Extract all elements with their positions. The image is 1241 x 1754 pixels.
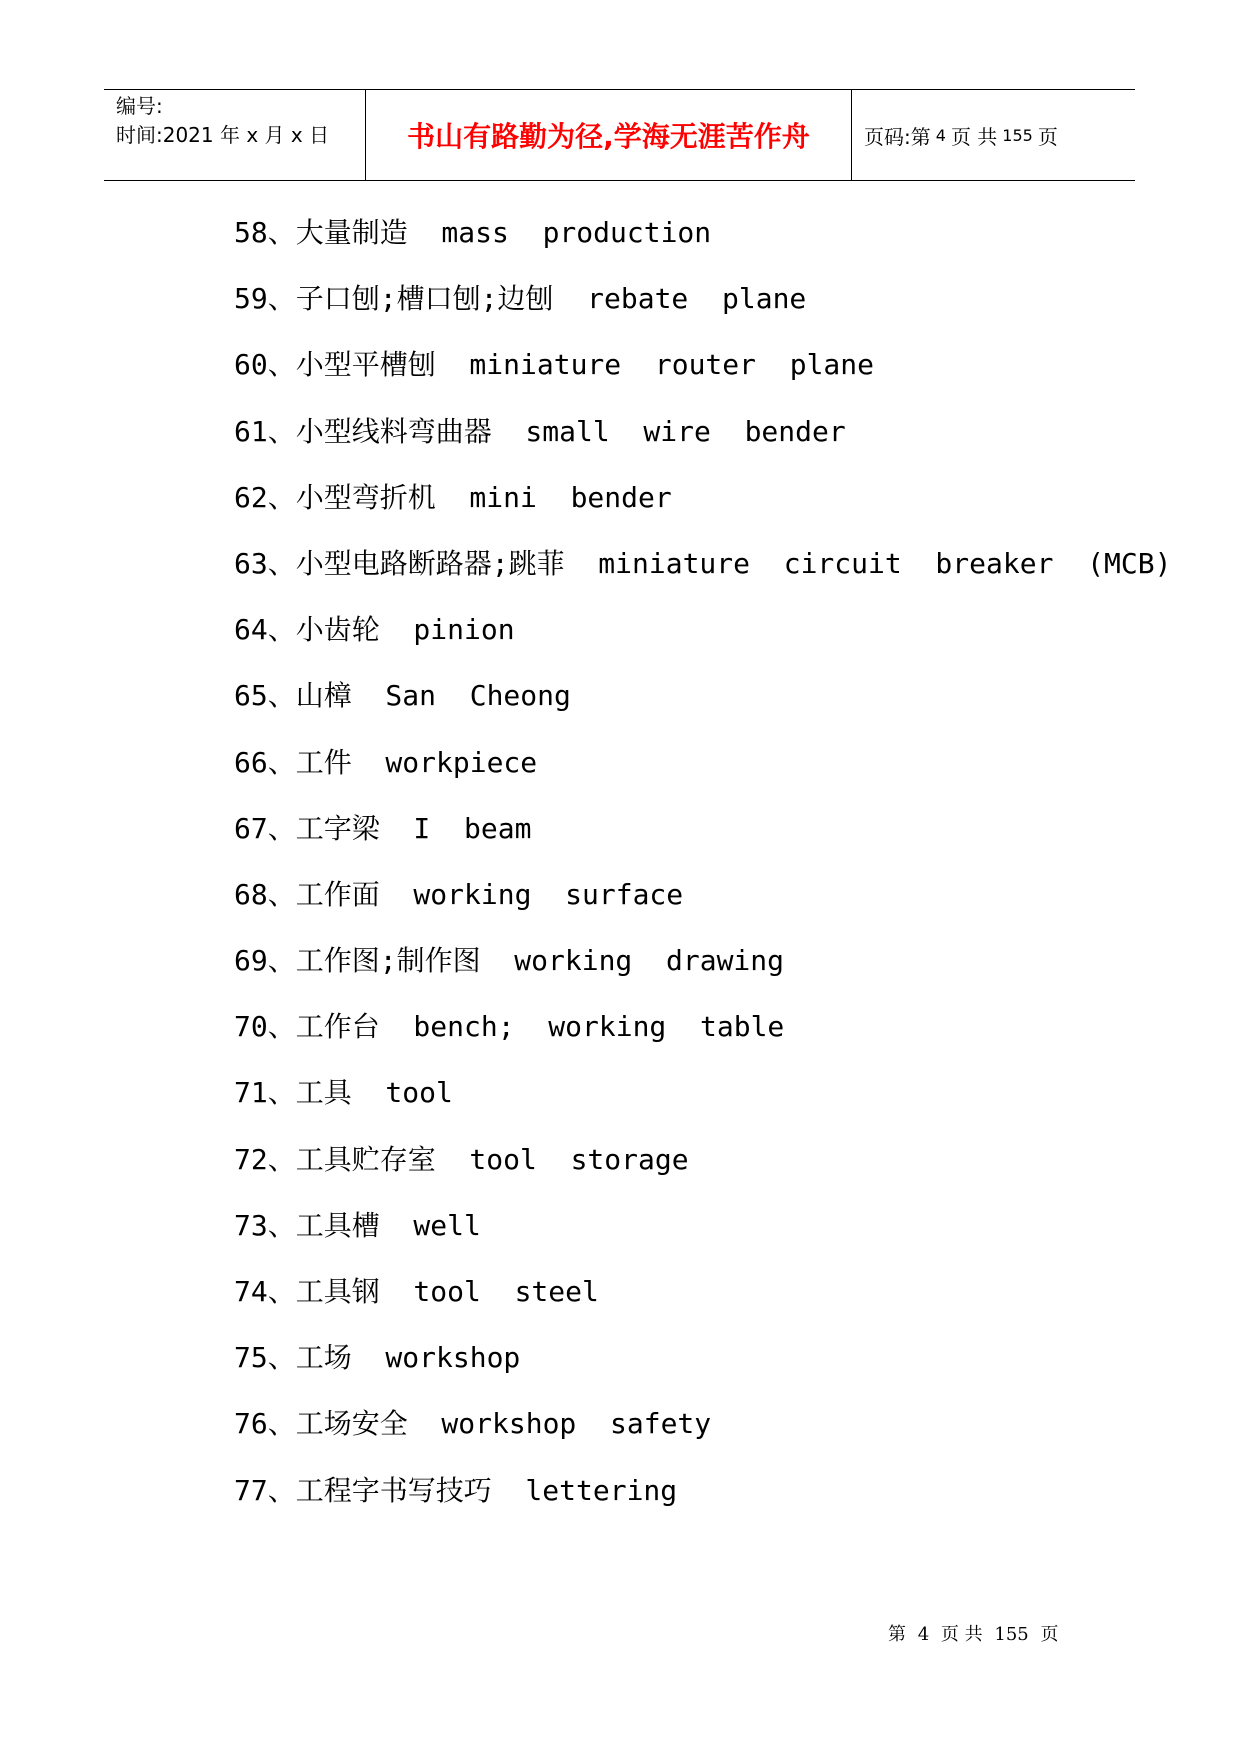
list-item: 68、工作面 working surface: [234, 877, 684, 911]
time-label: 时间:2021 年 x 月 x 日: [116, 123, 330, 147]
page-prefix: 页码:第: [864, 124, 931, 149]
list-item: 61、小型线料弯曲器 small wire bender: [234, 414, 846, 448]
footer-total: 155: [994, 1624, 1029, 1645]
list-item: 69、工作图;制作图 working drawing: [234, 944, 785, 978]
list-item: 74、工具钢 tool steel: [234, 1275, 599, 1308]
page-header: [104, 89, 1135, 181]
footer-prefix: 第: [888, 1624, 906, 1645]
list-item: 58、大量制造 mass production: [234, 216, 712, 249]
list-item: 73、工具槽 well: [234, 1208, 481, 1242]
footer-current: 4: [917, 1624, 930, 1645]
list-item: 62、小型弯折机 mini bender: [234, 480, 672, 514]
footer-suffix: 页: [1040, 1624, 1059, 1645]
list-item: 64、小齿轮 pinion: [234, 613, 515, 647]
motto-cell: [366, 90, 852, 180]
header-info-cell: [104, 90, 366, 180]
number-label: 编号:: [116, 94, 163, 118]
page-number-cell: [852, 90, 1135, 180]
list-item: 67、工字梁 I beam: [234, 811, 532, 845]
list-item: 76、工场安全 workshop safety: [234, 1407, 712, 1441]
page-footer: [888, 1620, 1058, 1646]
footer-mid: 页 共: [940, 1624, 983, 1645]
list-item: 75、工场 workshop: [234, 1341, 521, 1375]
list-item: 63、小型电路断路器;跳菲 miniature circuit breaker (MCB): [234, 546, 1172, 580]
list-item: 77、工程字书写技巧 lettering: [234, 1473, 678, 1507]
page-mid: 页 共: [950, 124, 998, 149]
page-total: 155: [1002, 125, 1033, 145]
list-item: 65、山樟 San Cheong: [234, 679, 571, 713]
page-suffix: 页: [1037, 124, 1058, 149]
motto: 书山有路勤为径,学海无涯苦作舟: [407, 120, 810, 153]
page-current: 4: [935, 125, 946, 145]
list-item: 60、小型平槽刨 miniature router plane: [234, 348, 875, 382]
list-item: 72、工具贮存室 tool storage: [234, 1142, 689, 1176]
list-item: 70、工作台 bench; working table: [234, 1010, 785, 1044]
list-item: 59、子口刨;槽口刨;边刨 rebate plane: [234, 282, 807, 316]
list-item: 66、工件 workpiece: [234, 745, 538, 779]
glossary-list: [234, 216, 1172, 1544]
list-item: 71、工具 tool: [234, 1076, 453, 1110]
